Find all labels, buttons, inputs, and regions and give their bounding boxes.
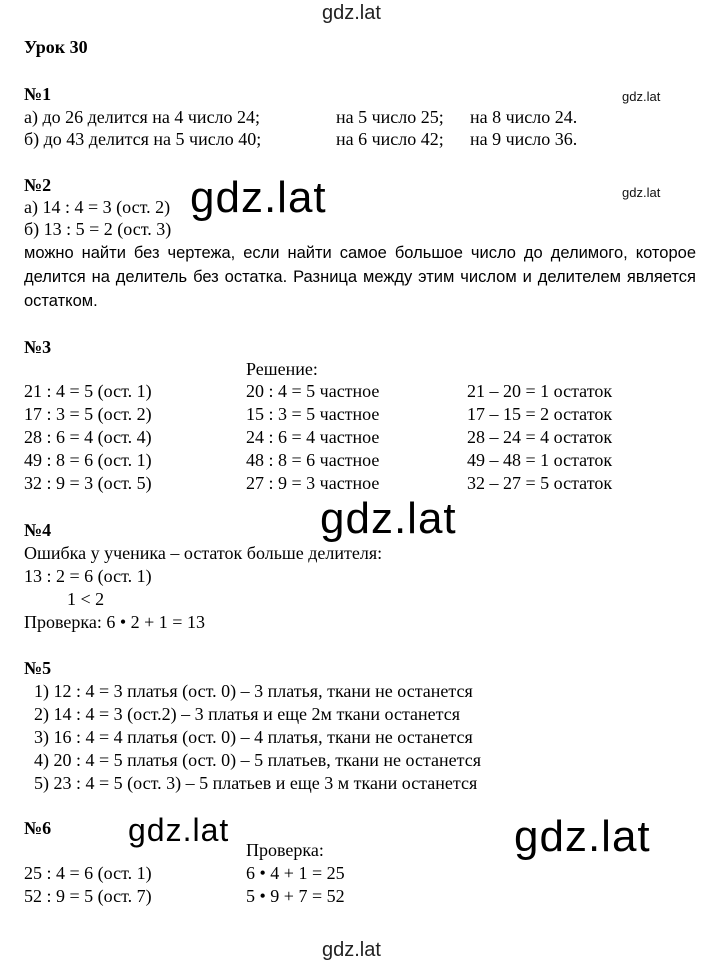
task6-row: 5 • 9 + 7 = 52 (246, 886, 345, 906)
watermark-large: gdz.lat (190, 173, 327, 222)
task5-line: 2) 14 : 4 = 3 (ост.2) – 3 платья и еще 2м ткани останется (34, 704, 461, 724)
task3-row: 21 : 4 = 5 (ост. 1) (24, 381, 152, 401)
task5-line: 4) 20 : 4 = 5 платья (ост. 0) – 5 платьев, ткани не останется (34, 750, 481, 770)
task-heading: №3 (24, 337, 52, 357)
task3-row: 21 – 20 = 1 остаток (467, 381, 613, 401)
task3-row: 28 – 24 = 4 остаток (467, 427, 613, 447)
task-heading: №2 (24, 175, 52, 195)
watermark-top: gdz.lat (322, 2, 381, 24)
task6-row: 52 : 9 = 5 (ост. 7) (24, 886, 152, 906)
task3-row: 49 : 8 = 6 (ост. 1) (24, 450, 152, 470)
task-heading: №1 (24, 84, 52, 104)
task3-row: 32 : 9 = 3 (ост. 5) (24, 473, 152, 493)
task5-line: 3) 16 : 4 = 4 платья (ост. 0) – 4 платья, ткани не останется (34, 727, 473, 747)
task6-row: 6 • 4 + 1 = 25 (246, 863, 345, 883)
task1-line-a: а) до 26 делится на 4 число 24; (24, 107, 261, 127)
watermark-bottom: gdz.lat (322, 939, 381, 961)
check-label: Проверка: (246, 840, 324, 860)
task2-line: б) 13 : 5 = 2 (ост. 3) (24, 219, 172, 239)
task2-line: а) 14 : 4 = 3 (ост. 2) (24, 197, 171, 217)
task3-row: 27 : 9 = 3 частное (246, 473, 380, 493)
task-heading: №5 (24, 658, 52, 678)
task1-line-b: б) до 43 делится на 5 число 40; (24, 129, 262, 149)
task1-line-a: на 8 число 24. (470, 107, 578, 127)
task-heading: №6 (24, 818, 52, 838)
task4-line: Ошибка у ученика – остаток больше делителя: (24, 543, 383, 563)
task3-row: 20 : 4 = 5 частное (246, 381, 380, 401)
task3-row: 48 : 8 = 6 частное (246, 450, 380, 470)
task-heading: №4 (24, 520, 52, 540)
task2-explanation: можно найти без чертежа, если найти самое большое число до делимого, которое делится на делитель без остатка. Разница между этим числом и делителем является остатком. (24, 244, 696, 310)
task3-row: 15 : 3 = 5 частное (246, 404, 380, 424)
watermark-large: gdz.lat (128, 812, 230, 848)
watermark-large: gdz.lat (514, 812, 651, 861)
lesson-title: Урок 30 (24, 37, 88, 57)
task4-line: 13 : 2 = 6 (ост. 1) (24, 566, 152, 586)
task3-row: 49 – 48 = 1 остаток (467, 450, 613, 470)
watermark-small: gdz.lat (622, 185, 661, 200)
task4-line: Проверка: 6 • 2 + 1 = 13 (24, 612, 205, 632)
task5-line: 1) 12 : 4 = 3 платья (ост. 0) – 3 платья, ткани не останется (34, 681, 473, 701)
task6-row: 25 : 4 = 6 (ост. 1) (24, 863, 152, 883)
watermark-large: gdz.lat (320, 494, 457, 543)
task1-line-b: на 6 число 42; (336, 129, 444, 149)
task3-row: 32 – 27 = 5 остаток (467, 473, 613, 493)
watermark-small: gdz.lat (622, 89, 661, 104)
task1-line-a: на 5 число 25; (336, 107, 444, 127)
task3-row: 24 : 6 = 4 частное (246, 427, 380, 447)
solution-label: Решение: (246, 359, 318, 379)
task3-row: 17 – 15 = 2 остаток (467, 404, 613, 424)
task3-row: 28 : 6 = 4 (ост. 4) (24, 427, 152, 447)
task3-row: 17 : 3 = 5 (ост. 2) (24, 404, 152, 424)
task5-line: 5) 23 : 4 = 5 (ост. 3) – 5 платьев и еще 3 м ткани останется (34, 773, 478, 793)
task1-line-b: на 9 число 36. (470, 129, 578, 149)
task4-line: 1 < 2 (67, 589, 105, 609)
